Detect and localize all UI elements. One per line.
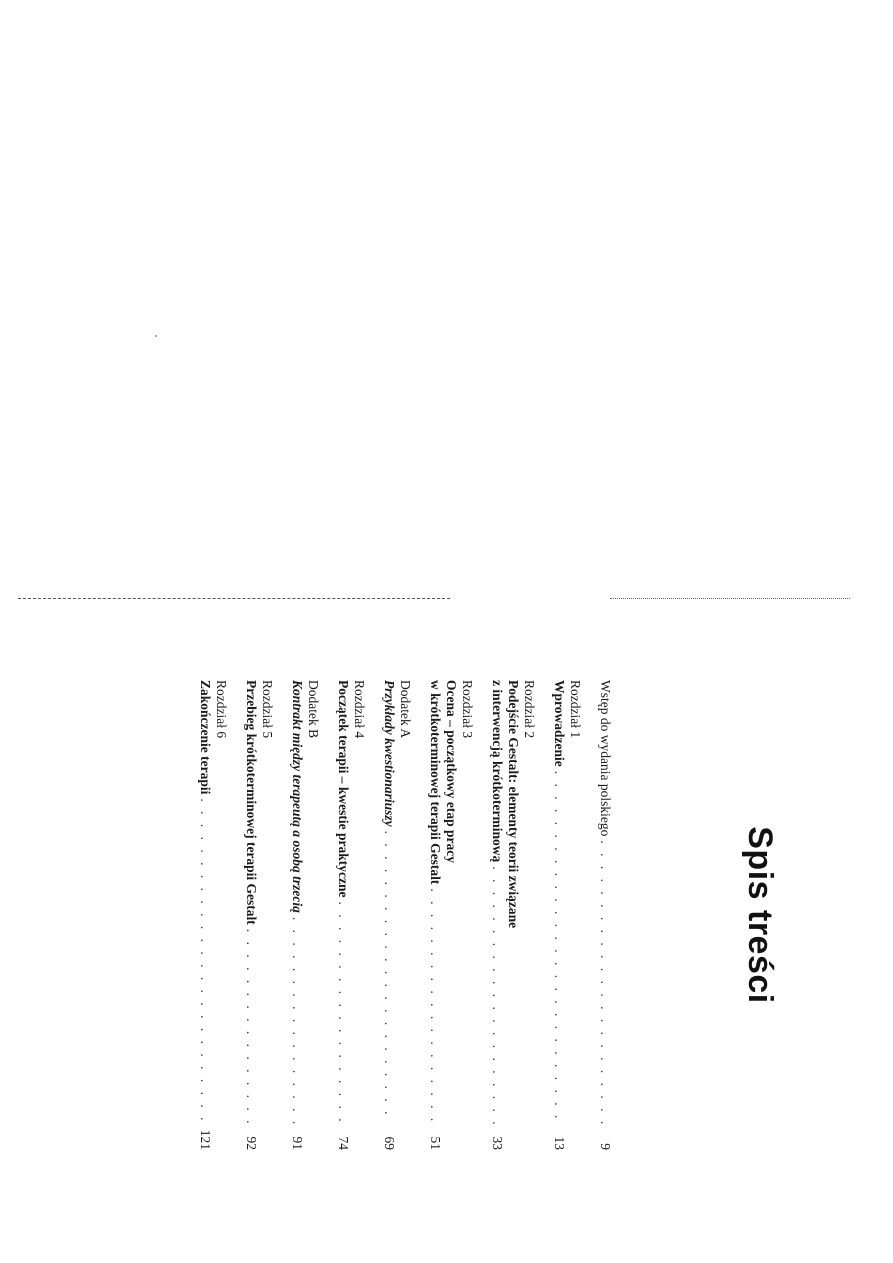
toc-leader-dots [597,840,613,1124]
toc-leader-dots [335,901,351,1124]
toc-entry-title: Ocena – początkowy etap pracy [444,680,459,863]
toc-leader-dots [197,798,213,1124]
toc-entry[interactable] [197,680,229,1150]
toc-chapter-label: Dodatek A [398,680,413,739]
toc-entry-title: Wprowadzenie [552,680,567,767]
page-title: Spis treści [741,826,779,1004]
toc-entry[interactable] [335,680,367,1150]
toc-entry[interactable] [381,680,413,1150]
toc-page [40,680,780,1150]
toc-page-number: 33 [490,1136,505,1150]
toc-leader-dots [289,917,305,1124]
toc-chapter-label: Rozdział 2 [522,680,537,739]
toc-entry[interactable] [597,680,613,1150]
toc-chapter-label: Rozdział 3 [460,680,475,739]
toc-chapter-label: Dodatek B [306,680,321,739]
toc-entry-title: Przykłady kwestionariuszy [382,680,397,827]
toc-chapter-label: Rozdział 5 [260,680,275,739]
toc-entry-title: w krótkoterminowej terapii Gestalt [428,680,443,885]
toc-leader-dots [381,831,397,1124]
toc-page-number: 13 [552,1136,567,1150]
toc-entry-title: Zakończenie terapii [198,680,213,795]
scan-artifact-line-right [610,598,850,599]
toc-page-number: 69 [382,1136,397,1150]
toc-chapter-label: Rozdział 6 [214,680,229,739]
scan-speck [155,335,157,337]
toc-entry[interactable] [289,680,321,1150]
toc-entry[interactable] [427,680,475,1150]
toc-leader-dots [243,929,259,1124]
scan-artifact-line-left [18,598,450,599]
toc-entry-title: Podejście Gestalt: elementy teorii związane [506,680,521,929]
toc-page-number: 121 [198,1129,213,1150]
toc-page-number: 91 [290,1136,305,1150]
toc-list [183,680,613,1150]
toc-entry-title: z interwencją krótkoterminową [490,680,505,863]
toc-chapter-label: Rozdział 4 [352,680,367,739]
toc-page-number: 92 [244,1136,259,1150]
toc-entry-title: Kontrakt między terapeutą a osobą trzecią [290,680,305,913]
toc-chapter-label: Rozdział 1 [568,680,583,739]
toc-entry-title: Początek terapii – kwestie praktyczne [336,680,351,898]
toc-entry[interactable] [243,680,275,1150]
toc-leader-dots [427,888,443,1124]
toc-leader-dots [489,866,505,1124]
toc-page-number: 9 [598,1143,613,1150]
toc-entry[interactable] [551,680,583,1150]
toc-page-number: 51 [428,1136,443,1150]
toc-page-number: 74 [336,1136,351,1150]
toc-entry-title: Wstęp do wydania polskiego [598,680,613,837]
toc-entry[interactable] [489,680,537,1150]
toc-leader-dots [551,771,567,1124]
toc-entry-title: Przebieg krótkoterminowej terapii Gestalt [244,680,259,925]
